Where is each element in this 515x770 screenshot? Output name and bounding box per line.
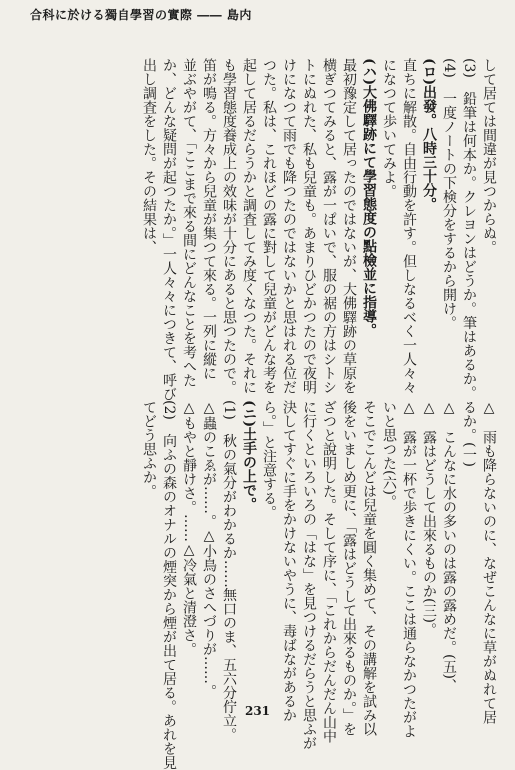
- section-heading: (ロ)出發。八時三十分。: [421, 58, 437, 212]
- page-number: 231: [244, 704, 271, 718]
- text-column: 後をいましめ更に、「露はどうして出來るものか。」を: [341, 400, 357, 736]
- text-column: そこでこんどは兒童を圓く集めて、その講解を試み以: [361, 400, 377, 736]
- text-column: 笛が鳴る。方々から兒童が集つて來る。一列に縱に: [201, 58, 217, 380]
- text-column: △蟲のこゑが……。△小鳥のさへづりが……。: [201, 400, 217, 698]
- text-column: (1) 秋の氣分がわかるか……無口のま、五六分佇立。: [221, 400, 237, 742]
- text-column: か、どんな疑問が起つたか。」一人々々につきて、呼び: [161, 58, 177, 401]
- text-column: △ こんなに水の多いのは露の露めだ。(五)、: [441, 400, 457, 693]
- text-column: ざつと說明した。そして序に、「これからだんだん山中: [321, 400, 337, 743]
- section-heading: (ニ)土手の上で。: [241, 400, 257, 512]
- text-column: して居ては間違が見つからぬ。: [481, 58, 497, 254]
- text-column: △ 雨も降らないのに、なぜこんなに草がぬれて居: [481, 400, 497, 724]
- text-column: に行くといろいろの「はな」を見つけるだらうと思ふが: [301, 400, 317, 750]
- text-column: てどう思ふか。: [141, 400, 157, 498]
- text-column: になつて歩いてみよ。: [381, 58, 397, 198]
- text-column: 直ちに解散。自由行動を許す。但しなるべく一人々々: [401, 58, 417, 394]
- text-column: 横ぎつてみると、露が一ぱいで、服の裾の方はシトシ: [321, 58, 337, 394]
- text-column: つた。私は、これほどの露に對して兒童がどんな考を: [261, 58, 277, 394]
- text-column: いと思つた(六)。: [381, 400, 397, 509]
- text-column: △もやと靜けさ。……△冷氣と清澄さ。: [181, 400, 197, 656]
- text-column: 最初豫定して居ったのではないが、大佛驛跡の草原を: [341, 58, 357, 394]
- text-column: 出し調査をした。その結果は、: [141, 58, 157, 254]
- text-column: 決してすぐに手をかけないやうに、毒ばながあるか: [281, 400, 297, 722]
- text-column: (2) 向ふの森のオナルの煙突から煙が出て居る。あれを見: [161, 400, 177, 770]
- text-column: (3) 鉛筆は何本か。クレヨンはどうか。筆はあるか。: [461, 58, 477, 400]
- text-column: ら。」と注意する。: [261, 400, 277, 519]
- running-header: 合科に於ける獨自學習の實際 ―― 島内: [30, 8, 252, 22]
- text-column: 並ぶやがて、「ここまで來る間にどんなことを考へた: [181, 58, 197, 387]
- text-column: けになつて雨でも降つたのではないかと思はれる位だ: [281, 58, 297, 394]
- text-column: るか。(一): [461, 400, 477, 467]
- text-column: △ 露が一杯で歩きにくい。ここは通らなかつたがよ: [401, 400, 417, 738]
- text-column: (4) 一度ノートの下検分をするから開け。: [441, 58, 457, 330]
- text-column: △ 露はどうして出來るものか(三)。: [421, 400, 437, 637]
- text-column: も學習態度養成上の效味が十分にあると思つたので。: [221, 58, 237, 394]
- text-column: 起して居るだらうかと調査してみ度くなつた。それに: [241, 58, 257, 394]
- section-heading: (ハ)大佛驛跡にて學習態度の點檢並に指導。: [361, 58, 377, 338]
- text-column: トにぬれた、私も兒童も。あまりひどかつたので夜明: [301, 58, 317, 394]
